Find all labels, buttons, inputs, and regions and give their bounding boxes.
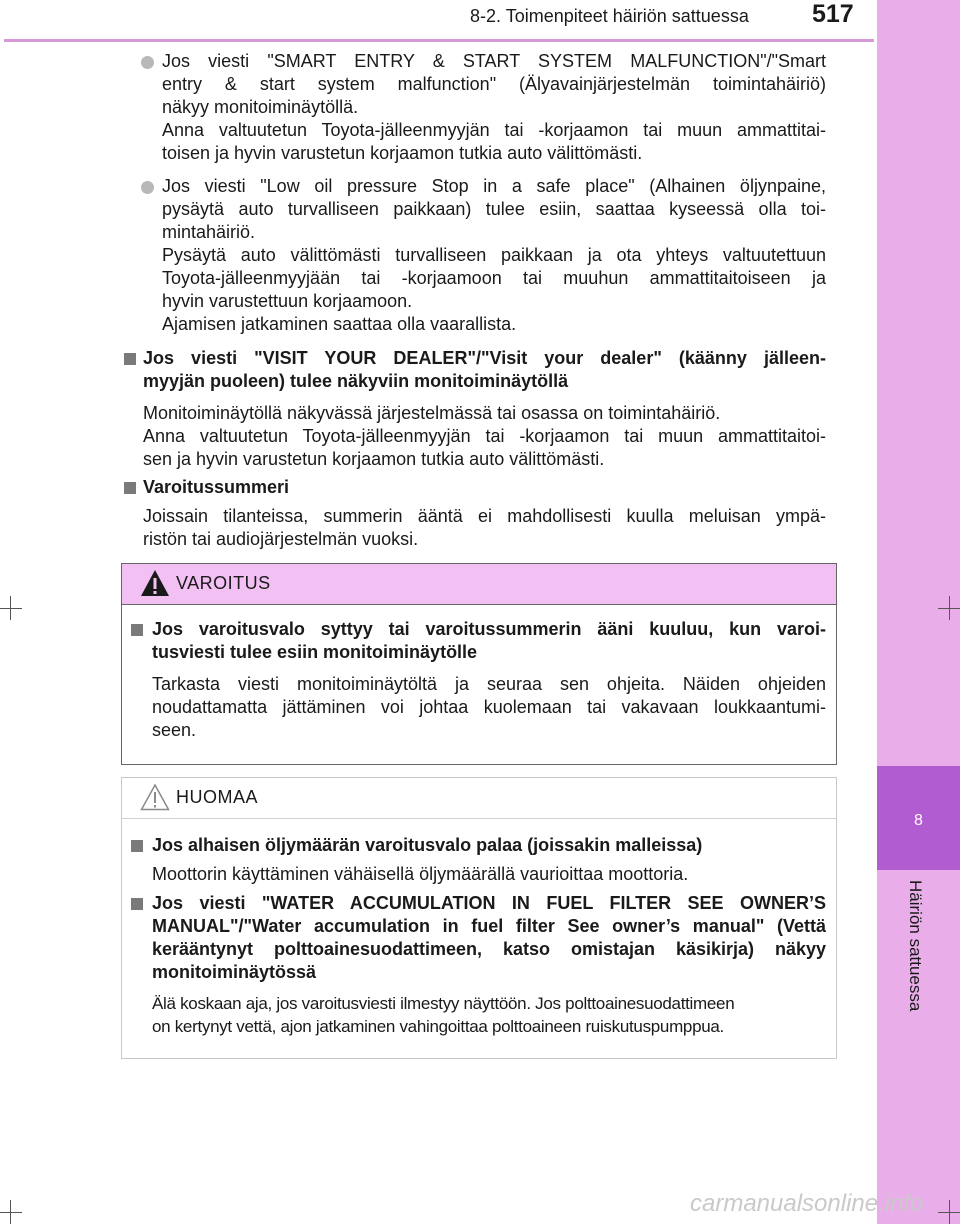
crop-mark: [10, 596, 11, 620]
watermark: carmanualsonline.info: [690, 1190, 924, 1217]
note-item-heading: [152, 892, 826, 984]
note-box: [121, 777, 837, 1059]
chapter-tab[interactable]: [877, 766, 960, 870]
text-line: Jos varoitusvalo syttyy tai varoitussummerin ääni kuuluu, kun varoi-: [152, 619, 826, 639]
bullet-paragraph: [162, 175, 826, 336]
crop-mark: [949, 596, 950, 620]
warning-box: [121, 563, 837, 765]
text-line: Ajamisen jatkaminen saattaa olla vaarallista.: [162, 314, 517, 334]
text-line: toisen ja hyvin varustetun korjaamon tutkia auto välittömästi.: [162, 143, 643, 163]
text-line: ristön tai audiojärjestelmän vuoksi.: [143, 529, 419, 549]
text-line: Jos viesti "Low oil pressure Stop in a safe place" (Alhainen öljynpaine,: [162, 176, 826, 196]
text-line: mintahäiriö.: [162, 222, 256, 242]
text-line: monitoiminäytössä: [152, 962, 317, 982]
section-square-icon: [131, 898, 143, 910]
text-line: Moottorin käyttäminen vähäisellä öljymäärällä vaurioittaa moottoria.: [152, 864, 689, 884]
note-header: [122, 778, 836, 819]
page-number: 517: [812, 0, 854, 28]
text-line: Anna valtuutetun Toyota-jälleenmyyjän tai -korjaamon tai muun ammattitai-: [162, 120, 826, 140]
text-line: MANUAL"/"Water accumulation in fuel filter See owner’s manual" (Vettä: [152, 916, 826, 936]
warning-heading: [152, 618, 826, 664]
text-line: Jos viesti "SMART ENTRY & START SYSTEM MALFUNCTION"/"Smart: [162, 51, 826, 71]
crop-mark: [0, 608, 22, 609]
text-line: Älä koskaan aja, jos varoitusviesti ilmestyy näyttöön. Jos polttoainesuodattimeen: [152, 994, 735, 1013]
text-line: hyvin varustettuun korjaamoon.: [162, 291, 413, 311]
text-line: on kertynyt vettä, ajon jatkaminen vahingoittaa polttoaineen ruiskutuspumppua.: [152, 1017, 724, 1036]
section-square-icon: [131, 624, 143, 636]
chapter-label: Häiriön sattuessa: [906, 880, 925, 1012]
section-title: 8-2. Toimenpiteet häiriön sattuessa: [470, 6, 749, 26]
text-line: Jos viesti "WATER ACCUMULATION IN FUEL FILTER SEE OWNER’S: [152, 893, 826, 913]
warning-triangle-icon: [140, 569, 170, 597]
note-item-body: [152, 863, 826, 886]
section-body: [143, 505, 826, 551]
section-body: [143, 402, 826, 471]
note-title: HUOMAA: [176, 787, 259, 807]
text-line: tusviesti tulee esiin monitoiminäytölle: [152, 642, 478, 662]
section-heading: [143, 347, 826, 393]
text-line: Pysäytä auto välittömästi turvalliseen paikkaan ja ota yhteys valtuutettuun: [162, 245, 826, 265]
warning-title: VAROITUS: [176, 573, 271, 593]
note-item-body: [152, 992, 826, 1038]
text-line: näkyy monitoiminäytöllä.: [162, 97, 359, 117]
bullet-dot-icon: [141, 181, 154, 194]
section-heading: [143, 476, 826, 499]
text-line: Monitoiminäytöllä näkyvässä järjestelmässä tai osassa on toimintahäiriö.: [143, 403, 721, 423]
text-line: entry & start system malfunction" (Älyavainjärjestelmän toimintahäiriö): [162, 74, 826, 94]
bullet-dot-icon: [141, 56, 154, 69]
text-line: Anna valtuutetun Toyota-jälleenmyyjän tai -korjaamon tai muun ammattitaitoi-: [143, 426, 826, 446]
section-square-icon: [124, 482, 136, 494]
section-square-icon: [131, 840, 143, 852]
side-tab-strip: [877, 0, 960, 1224]
text-line: Toyota-jälleenmyyjään tai -korjaamoon tai muuhun ammattitaitoiseen ja: [162, 268, 826, 288]
text-line: sen ja hyvin varustetun korjaamon tutkia auto välittömästi.: [143, 449, 605, 469]
text-line: Joissain tilanteissa, summerin ääntä ei mahdollisesti kuulla meluisan ympä-: [143, 506, 826, 526]
section-square-icon: [124, 353, 136, 365]
warning-body: [152, 673, 826, 742]
text-line: pysäytä auto turvalliseen paikkaan) tulee esiin, saattaa kyseessä olla toi-: [162, 199, 826, 219]
warning-header: [122, 564, 836, 605]
crop-mark: [10, 1200, 11, 1224]
text-line: Tarkasta viesti monitoiminäytöltä ja seuraa sen ohjeita. Näiden ohjeiden: [152, 674, 826, 694]
crop-mark: [949, 1200, 950, 1224]
text-line: Jos viesti "VISIT YOUR DEALER"/"Visit your dealer" (käänny jälleen-: [143, 348, 826, 368]
header-rule: [4, 39, 874, 42]
bullet-paragraph: [162, 50, 826, 165]
text-line: noudattamatta jättäminen voi johtaa kuolemaan tai vakavaan loukkaantumi-: [152, 697, 826, 717]
text-line: seen.: [152, 720, 197, 740]
note-item-heading: [152, 834, 826, 857]
caution-triangle-icon: [140, 783, 170, 811]
text-line: Jos alhaisen öljymäärän varoitusvalo palaa (joissakin malleissa): [152, 835, 703, 855]
crop-mark: [0, 1212, 22, 1213]
text-line: Varoitussummeri: [143, 477, 290, 497]
chapter-number: 8: [914, 812, 923, 829]
text-line: kerääntynyt polttoainesuodattimeen, katso omistajan käsikirja) näkyy: [152, 939, 826, 959]
text-line: myyjän puoleen) tulee näkyviin monitoiminäytöllä: [143, 371, 569, 391]
